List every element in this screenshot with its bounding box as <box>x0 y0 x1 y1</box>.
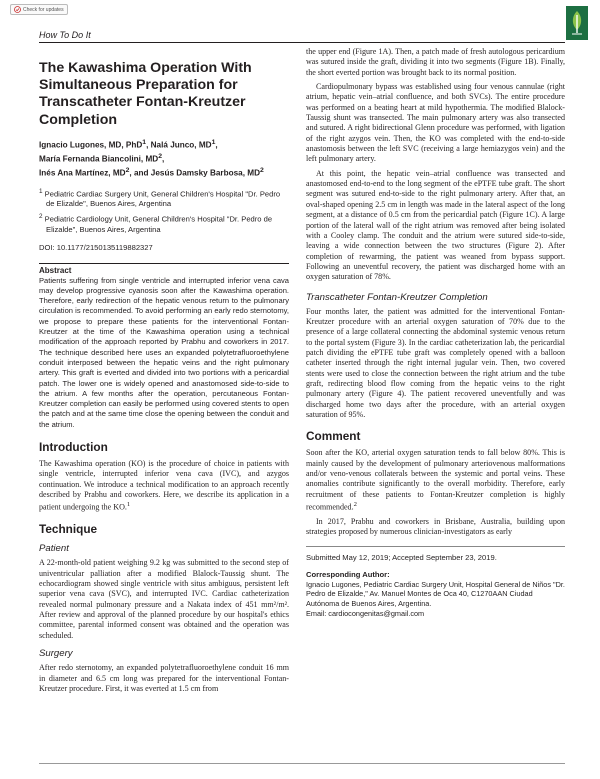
surgery-text-right: the upper end (Figure 1A). Then, a patch made of fresh autologous pericardium was sutured inside the graft, dividing it into two segments (Figure 1B). Finally, the short everted portion was brought back to its normal position. <box>306 47 565 77</box>
author-damsky: , and Jesús Damsky Barbosa, MD <box>129 169 261 179</box>
check-updates-icon <box>14 6 21 13</box>
affiliation-2-text: Pediatric Cardiology Unit, General Children's Hospital "Dr. Pedro de Elizalde", Buenos Aires, Argentina <box>44 214 273 234</box>
abstract-heading: Abstract <box>39 265 72 275</box>
comment-paragraph-1-body: Soon after the KO, arterial oxygen saturation tends to fall below 80%. This is mainly caused by the development of pulmonary arteriovenous malformations and/or veno-venous collaterals between the systemic and portal veins. These anomalies contribute significantly to the overall morbidity. Therefore, early recruitment of these patients to Fontan-Kreutzer completion is highly recommended. <box>306 448 565 512</box>
corresponding-author-text: Ignacio Lugones, Pediatric Cardiac Surgery Unit, Hospital General de Niños "Dr. Pedro de Elizalde," Av. Manuel Montes de Oca 40, C1270AAN Ciudad Autónoma de Buenos Aires, Argentina. <box>306 579 565 608</box>
comment-paragraph-1 <box>306 448 565 513</box>
surgery-paragraph-2: Cardiopulmonary bypass was established using four venous cannulae (right atrium, hepatic vein–atrial confluence, and both SVCs). The entire procedure was performed on a beating heart at mild hypothermia. The modified Blalock-Taussig shunt was transected. The main pulmonary artery was also transected and sutured. A right bidirectional Glenn procedure was performed, with ligation of the right azygos vein. Then, the KO was completed with the end-to-side anastomosis between the left SVC (receiving a large hemiazygos vein) and the left pulmonary artery. <box>306 82 565 164</box>
journal-logo-icon <box>566 6 588 40</box>
check-updates-label: Check for updates <box>23 6 64 13</box>
technique-heading: Technique <box>39 522 98 537</box>
comment-paragraph-2: In 2017, Prabhu and coworkers in Brisbane, Australia, building upon strategies proposed by numerous clinician-investigators as early <box>306 517 565 537</box>
author-sup: 2 <box>158 153 163 161</box>
tfk-heading: Transcatheter Fontan-Kreutzer Completion <box>306 291 488 303</box>
corresponding-author-email[interactable]: Email: cardiocongenitas@gmail.com <box>306 608 425 618</box>
author-sup: 2 <box>260 167 264 175</box>
affiliation-sup: 1 <box>39 187 43 195</box>
affiliation-2 <box>39 212 289 235</box>
doi[interactable]: DOI: 10.1177/2150135119882327 <box>39 242 153 252</box>
introduction-heading: Introduction <box>39 440 108 455</box>
introduction-text <box>39 459 289 513</box>
reference-sup[interactable]: 2 <box>353 501 357 509</box>
header-rule <box>39 42 565 43</box>
author-biancolini: María Fernanda Biancolini, MD <box>39 154 159 164</box>
check-for-updates-badge[interactable] <box>10 4 68 15</box>
author-lugones: Ignacio Lugones, MD, PhD <box>39 140 143 150</box>
article-title: The Kawashima Operation With Simultaneous Preparation for Transcatheter Fontan-Kreutzer Completion <box>39 60 252 128</box>
affiliation-1 <box>39 187 289 210</box>
author-junco: , Nalá Junco, MD <box>146 140 212 150</box>
surgery-text-left: After redo sternotomy, an expanded polytetrafluoroethylene conduit 16 mm in diameter and 6.5 cm long was prepared for the interventional Fontan-Kreutzer procedure. First, it was everted at 1.5 cm from <box>39 663 289 693</box>
author-sup: 1 <box>142 138 147 146</box>
patient-text: A 22-month-old patient weighing 9.2 kg was submitted to the second step of univentricular palliation after a modified Blalock-Taussig shunt. The echocardiogram showed single ventricle with situs ambiguus, persistent left superior vena cava (SVC), and interrupted IVC. Cardiac catheterization revealed normal pulmonary pressure and a Nakata index of 451 mm²/m². After review and approval of the planned procedure by our hospital's ethics committee, parental informed consent was obtained and the operation was scheduled. <box>39 558 289 640</box>
submitted-dates: Submitted May 12, 2019; Accepted September 23, 2019. <box>306 546 565 562</box>
author-sup: 2 <box>125 167 130 175</box>
author-list: Ignacio Lugones, MD, PhD$^1$, Nalá Junco, $MD^1$, María Fernanda Biancolini, $MD^2$, Inés Ana Martínez, $MD^2$, and Jesús Damsky Barbosa, $MD^2$ <box>39 138 264 179</box>
comment-heading: Comment <box>306 429 361 444</box>
surgery-heading: Surgery <box>39 648 73 660</box>
surgery-paragraph-3: At this point, the hepatic vein–atrial confluence was transected and anastomosed end-to-end to the long segment of the ePTFE tube graft. The short segment was sutured end-to-side to the right pulmonary artery. After that, an oval-shaped opening 2.5 cm in length was made in the lateral aspect of the long segment, at a distance of 0.5 cm from the pericardial patch (Figure 1C). A large portion of the lateral wall of the right atrium was removed after being isolated with a Cooley clamp. The conduit and the atrium were sutured side-to-side, leaving a wide connection between the two structures (Figure 2). After completion of rewarming, the patient was weaned from bypass support. Following an uneventful recovery, the patient was discharged home with an oxygen saturation of 78%. <box>306 168 565 282</box>
corresponding-author-heading: Corresponding Author: <box>306 569 390 579</box>
affiliation-sup: 2 <box>39 213 43 221</box>
introduction-text-body: The Kawashima operation (KO) is the procedure of choice in patients with single ventricle, interrupted inferior vena cava (IVC), and azygos continuation. We introduce a technical modification to an approach recently described by Prabhu and coworkers. Here, we describe its application in a patient undergoing the KO. <box>39 459 289 513</box>
author-martinez: Inés Ana Martínez, MD <box>39 169 126 179</box>
section-tag: How To Do It <box>39 30 91 40</box>
tfk-text: Four months later, the patient was admitted for the interventional Fontan-Kreutzer procedure with an arterial oxygen saturation of 70% due to the presence of a large collateral connecting the abdominal systemic venous return to the portal system (Figure 3). In the cardiac catheterization lab, the pericardial patch dividing the ePTFE tube graft was completely opened with a balloon catheter inserted through the right internal jugular vein. Then, two covered stents were used to close the connection between the right atrium and the tube graft, redirecting blood flow coming from the hepatic veins to the right pulmonary artery (Figure 4). The patient recovered uneventfully and was discharged home two days after the procedure, with an arterial oxygen saturation of 95%. <box>306 306 565 419</box>
affiliation-1-text: Pediatric Cardiac Surgery Unit, General Children's Hospital "Dr. Pedro de Elizalde", Buenos Aires, Argentina <box>44 189 281 209</box>
author-sup: 1 <box>211 138 216 146</box>
footer-rule <box>39 763 565 764</box>
abstract-text: Patients suffering from single ventricle and interrupted inferior vena cava may develop progressive cyanosis soon after the Kawashima operation. Therefore, early redirection of the hepatic venous return to the pulmonary circulation is recommended. To avoid performing an early redo sternotomy, we propose to prepare these patients for the interventional Fontan-Kreutzer at the time of the Kawashima operation using a technical modification of the approach reported by Prabhu and coworkers in 2017. The technique described here uses an expanded polytetrafluoroethylene conduit interposed between the hepatic veins and the right pulmonary artery. This graft is everted and divided into two portions with a pericardial patch. The lower one is widely opened and anastomosed side-to-side to the atrium. A few months after the operation, percutaneous Fontan-Kreutzer completion can easily be performed using covered stents to open the patch and at the same time close the opening between the conduit and the atrium. <box>39 275 289 429</box>
patient-heading: Patient <box>39 543 69 555</box>
abstract-rule <box>39 263 289 264</box>
left-column <box>39 60 289 694</box>
right-column <box>306 47 565 618</box>
reference-sup[interactable]: 1 <box>126 501 131 509</box>
